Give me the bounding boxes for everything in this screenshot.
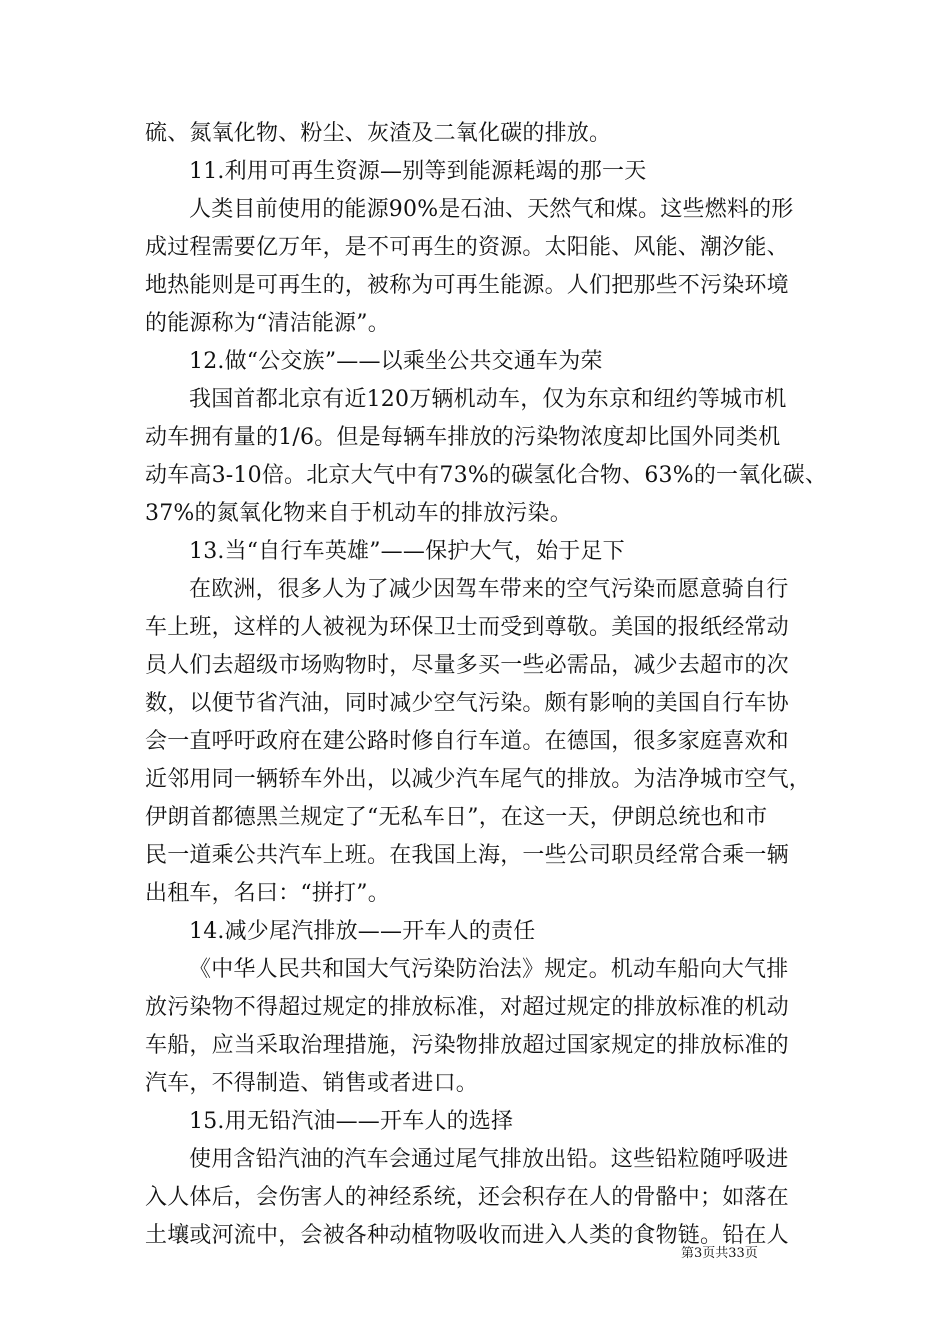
text-line: 放污染物不得超过规定的排放标准，对超过规定的排放标准的机动 [145, 995, 789, 1020]
text-line: 伊朗首都德黑兰规定了“无私车日”，在这一天，伊朗总统也和市 [145, 805, 768, 830]
text-line: 民一道乘公共汽车上班。在我国上海，一些公司职员经常合乘一辆 [145, 843, 789, 868]
section-heading: 12.做“公交族”——以乘坐公共交通车为荣 [189, 349, 603, 374]
text-line: 入人体后，会伤害人的神经系统，还会积存在人的骨骼中；如落在 [145, 1185, 789, 1210]
document-body [145, 115, 828, 1255]
paragraph-first-line: 在欧洲，很多人为了减少因驾车带来的空气污染而愿意骑自行 [189, 577, 789, 602]
section-heading: 14.减少尾汽排放——开车人的责任 [189, 919, 536, 944]
text-line: 数，以便节省汽油，同时减少空气污染。颇有影响的美国自行车协 [145, 691, 789, 716]
paragraph-first-line: 人类目前使用的能源90%是石油、天然气和煤。这些燃料的形 [189, 197, 794, 222]
section-heading: 15.用无铅汽油——开车人的选择 [189, 1109, 514, 1134]
text-line: 动车高3-10倍。北京大气中有73%的碳氢化合物、63%的一氧化碳、 [145, 463, 828, 488]
text-line: 近邻用同一辆轿车外出，以减少汽车尾气的排放。为洁净城市空气， [145, 767, 812, 792]
text-line: 土壤或河流中，会被各种动植物吸收而进入人类的食物链。铅在人 [145, 1223, 789, 1248]
text-line: 车上班，这样的人被视为环保卫士而受到尊敬。美国的报纸经常动 [145, 615, 789, 640]
text-line: 员人们去超级市场购物时，尽量多买一些必需品，减少去超市的次 [145, 653, 789, 678]
section-heading: 11.利用可再生资源—别等到能源耗竭的那一天 [189, 159, 647, 184]
text-line: 会一直呼吁政府在建公路时修自行车道。在德国，很多家庭喜欢和 [145, 729, 789, 754]
text-line: 车船，应当采取治理措施，污染物排放超过国家规定的排放标准的 [145, 1033, 789, 1058]
text-line: 地热能则是可再生的，被称为可再生能源。人们把那些不污染环境 [145, 273, 789, 298]
paragraph-first-line: 使用含铅汽油的汽车会通过尾气排放出铅。这些铅粒随呼吸进 [189, 1147, 789, 1172]
text-line: 37%的氮氧化物来自于机动车的排放污染。 [145, 501, 572, 526]
text-line: 动车拥有量的1/6。但是每辆车排放的污染物浓度却比国外同类机 [145, 425, 781, 450]
section-heading: 13.当“自行车英雄”——保护大气，始于足下 [189, 539, 625, 564]
text-line: 硫、氮氧化物、粉尘、灰渣及二氧化碳的排放。 [145, 121, 612, 146]
page-number-footer: 第3页共33页 [681, 1246, 758, 1261]
paragraph-first-line: 《中华人民共和国大气污染防治法》规定。机动车船向大气排 [189, 957, 789, 982]
text-line: 出租车，名曰：“拼打”。 [145, 881, 390, 906]
text-line: 的能源称为“清洁能源”。 [145, 311, 390, 336]
text-line: 汽车，不得制造、销售或者进口。 [145, 1071, 479, 1096]
paragraph-first-line: 我国首都北京有近120万辆机动车，仅为东京和纽约等城市机 [189, 387, 787, 412]
text-line: 成过程需要亿万年，是不可再生的资源。太阳能、风能、潮汐能、 [145, 235, 789, 260]
